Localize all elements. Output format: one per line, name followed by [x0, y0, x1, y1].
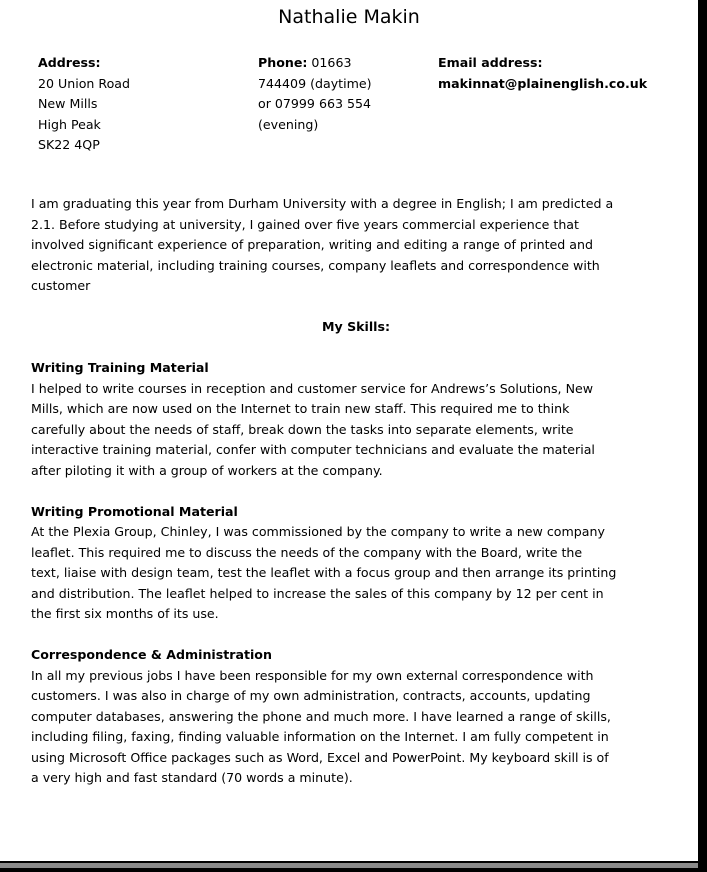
- phone-block: [258, 53, 372, 135]
- document-body: [31, 194, 681, 789]
- skill-line: using Microsoft Office packages such as Word, Excel and PowerPoint. My keyboard skill is of: [31, 749, 609, 765]
- document-title: Nathalie Makin: [278, 6, 420, 28]
- intro-line: 2.1. Before studying at university, I gained over five years commercial experience that: [31, 216, 579, 232]
- skill-heading: Writing Promotional Material: [31, 503, 238, 519]
- phone-label: Phone:: [258, 55, 308, 70]
- address-block: [38, 53, 130, 156]
- intro-line: electronic material, including training courses, company leaflets and correspondence with: [31, 257, 600, 273]
- phone-line: 01663: [307, 55, 352, 70]
- address-line: 20 Union Road: [38, 75, 131, 91]
- skill-line: carefully about the needs of staff, break down the tasks into separate elements, write: [31, 421, 574, 437]
- address-line: New Mills: [38, 96, 98, 111]
- intro-paragraph: [31, 194, 681, 297]
- skill-line: the first six months of its use.: [31, 606, 219, 621]
- skill-heading: Writing Training Material: [31, 360, 209, 375]
- skill-line: Mills, which are now used on the Internet to train new staff. This required me to think: [31, 401, 570, 416]
- skill-section: [31, 502, 681, 625]
- skill-line: after piloting it with a group of workers at the company.: [31, 462, 383, 478]
- skill-line: customers. I was also in charge of my own administration, contracts, accounts, updating: [31, 688, 591, 703]
- page-shadow-right: [698, 0, 707, 872]
- skill-section: [31, 645, 681, 789]
- phone-line: or 07999 663 554: [258, 96, 372, 111]
- skill-line: text, liaise with design team, test the leaflet with a focus group and then arrange its printing: [31, 565, 617, 580]
- address-line: High Peak: [38, 116, 101, 132]
- skill-line: interactive training material, confer with computer technicians and evaluate the material: [31, 442, 595, 457]
- skill-line: I helped to write courses in reception and customer service for Andrews’s Solutions, New: [31, 380, 594, 396]
- email-address: makinnat@plainenglish.co.uk: [438, 75, 648, 91]
- intro-line: customer: [31, 278, 91, 293]
- phone-line: (evening): [258, 116, 319, 132]
- phone-line: 744409 (daytime): [258, 75, 372, 91]
- skill-heading: Correspondence & Administration: [31, 647, 272, 662]
- page-edge-bottom: [0, 863, 698, 868]
- skill-line: a very high and fast standard (70 words a minute).: [31, 770, 353, 785]
- skill-line: leaflet. This required me to discuss the needs of the company with the Board, write the: [31, 544, 583, 560]
- intro-line: I am graduating this year from Durham University with a degree in English; I am predicted a: [31, 196, 614, 211]
- address-line: SK22 4QP: [38, 137, 100, 152]
- skills-heading: My Skills:: [321, 319, 391, 334]
- skill-line: computer databases, answering the phone and much more. I have learned a range of skills,: [31, 708, 611, 724]
- intro-line: involved significant experience of preparation, writing and editing a range of printed and: [31, 237, 593, 252]
- skill-line: including filing, faxing, finding valuable information on the Internet. I am fully competent in: [31, 729, 609, 744]
- skill-line: and distribution. The leaflet helped to increase the sales of this company by 12 per cent in: [31, 585, 604, 601]
- email-label: Email address:: [438, 55, 543, 70]
- skill-line: In all my previous jobs I have been responsible for my own external correspondence with: [31, 667, 594, 683]
- address-label: Address:: [38, 55, 101, 70]
- skill-line: At the Plexia Group, Chinley, I was commissioned by the company to write a new company: [31, 524, 605, 539]
- email-block: [438, 53, 647, 94]
- skill-section: [31, 358, 681, 481]
